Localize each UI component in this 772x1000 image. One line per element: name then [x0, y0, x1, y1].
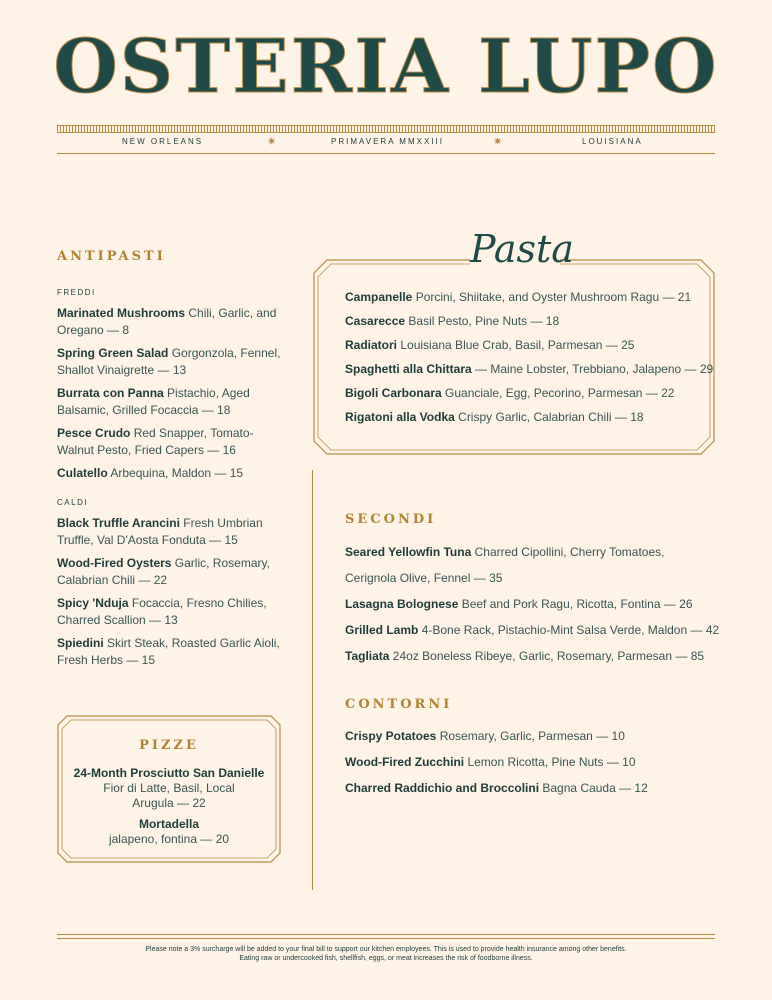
- caldi-subheading: CALDI: [57, 498, 89, 507]
- restaurant-title: OSTERIA LUPO: [53, 24, 719, 110]
- season-label: PRIMAVERA MMXXIII: [331, 137, 444, 146]
- menu-item: Grilled Lamb 4-Bone Rack, Pistachio-Mint Salsa Verde, Maldon — 42: [345, 623, 720, 637]
- header-divider: [57, 153, 715, 154]
- menu-item: Spiedini Skirt Steak, Roasted Garlic Aioli, Fresh Herbs — 15: [57, 636, 280, 667]
- header-hatched-rule: [57, 125, 715, 133]
- menu-item: Tagliata 24oz Boneless Ribeye, Garlic, Rosemary, Parmesan — 85: [345, 649, 705, 663]
- menu-item: Black Truffle Arancini Fresh Umbrian Truffle, Val D'Aosta Fonduta — 15: [57, 516, 263, 547]
- menu-item: Radiatori Louisiana Blue Crab, Basil, Parmesan — 25: [345, 338, 635, 352]
- freddi-subheading: FREDDI: [57, 288, 96, 297]
- menu-item: Crispy Potatoes Rosemary, Garlic, Parmesan — 10: [345, 729, 625, 743]
- menu-item: Marinated Mushrooms Chili, Garlic, and Oregano — 8: [57, 306, 277, 337]
- menu-item: Seared Yellowfin Tuna Charred Cipollini, Cherry Tomatoes,: [345, 545, 665, 559]
- menu-item: Burrata con Panna Pistachio, Aged Balsamic, Grilled Focaccia — 18: [57, 386, 250, 417]
- menu-item: Cerignola Olive, Fennel — 35: [345, 571, 503, 585]
- menu-item: Casarecce Basil Pesto, Pine Nuts — 18: [345, 314, 560, 328]
- menu-item: Lasagna Bolognese Beef and Pork Ragu, Ricotta, Fontina — 26: [345, 597, 693, 611]
- menu-item: 24-Month Prosciutto San Danielle Fior di Latte, Basil, Local Arugula — 22: [73, 766, 265, 810]
- menu-item: Spring Green Salad Gorgonzola, Fennel, Shallot Vinaigrette — 13: [57, 346, 281, 377]
- menu-item: Culatello Arbequina, Maldon — 15: [57, 466, 244, 480]
- menu-item: Campanelle Porcini, Shiitake, and Oyster Mushroom Ragu — 21: [345, 290, 692, 304]
- menu-item: Spaghetti alla Chittara — Maine Lobster, Trebbiano, Jalapeno — 29: [345, 362, 714, 376]
- pasta-heading: Pasta: [470, 227, 574, 271]
- menu-item: Wood-Fired Zucchini Lemon Ricotta, Pine Nuts — 10: [345, 755, 636, 769]
- caldi-list: [57, 515, 289, 675]
- menu-item: Rigatoni alla Vodka Crispy Garlic, Calabrian Chili — 18: [345, 410, 644, 424]
- surcharge-note: Please note a 3% surcharge will be added to your final bill to support our kitchen employees. This is used to provide health insurance among other benefits.: [145, 946, 627, 953]
- footer-rule: [57, 934, 715, 935]
- antipasti-heading: ANTIPASTI: [57, 249, 166, 264]
- pizze-heading: PIZZE: [139, 738, 199, 753]
- location-state: LOUISIANA: [582, 137, 643, 146]
- menu-item: Mortadella jalapeno, fontina — 20: [108, 817, 230, 846]
- contorni-heading: CONTORNI: [345, 697, 453, 712]
- menu-item: Charred Raddichio and Broccolini Bagna Cauda — 12: [345, 781, 648, 795]
- pasta-frame: [313, 259, 715, 455]
- secondi-heading: SECONDI: [345, 512, 437, 527]
- menu-item: Bigoli Carbonara Guanciale, Egg, Pecorino, Parmesan — 22: [345, 386, 675, 400]
- health-warning: Eating raw or undercooked fish, shellfish, eggs, or meat increases the risk of foodborne illness.: [239, 955, 533, 962]
- footer-rule: [57, 938, 715, 939]
- column-divider: [312, 470, 313, 890]
- menu-item: Wood-Fired Oysters Garlic, Rosemary, Calabrian Chili — 22: [57, 556, 270, 587]
- freddi-list: [57, 305, 289, 488]
- menu-item: Spicy 'Nduja Focaccia, Fresno Chilies, Charred Scallion — 13: [57, 596, 267, 627]
- star-icon: ✷: [493, 136, 503, 148]
- star-icon: ✷: [267, 136, 277, 148]
- location-city: NEW ORLEANS: [122, 137, 204, 146]
- menu-item: Pesce Crudo Red Snapper, Tomato-Walnut Pesto, Fried Capers — 16: [57, 426, 254, 457]
